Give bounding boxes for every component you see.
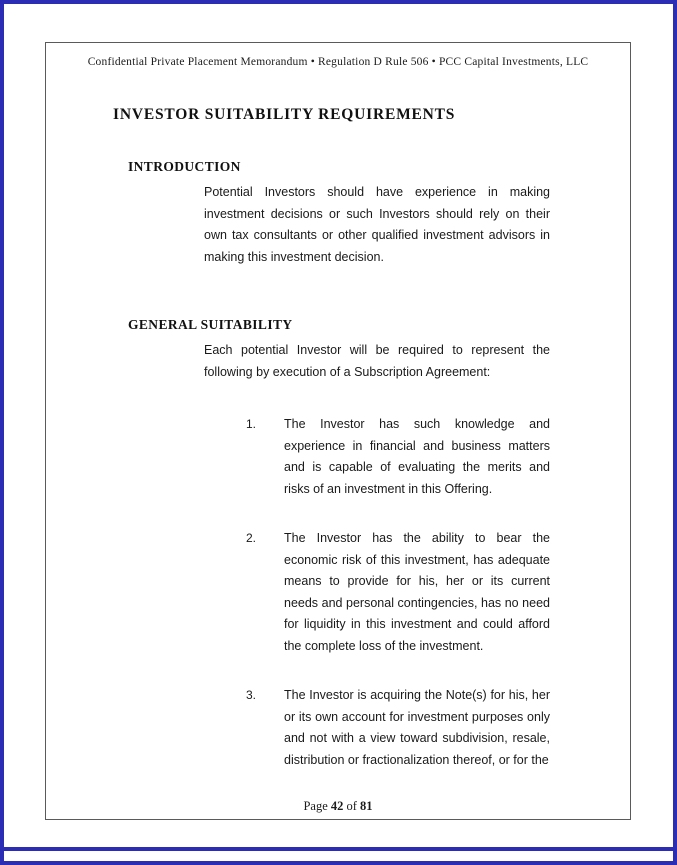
document-header: Confidential Private Placement Memorandum • Regulation D Rule 506 • PCC Capital Investments, LLC [87,56,589,68]
list-item-text: The Investor has the ability to bear the economic risk of this investment, has adequate means to provide for his, her or its current needs and personal contingencies, has no need for liquidity in this investment and could afford the complete loss of the investment. [284,531,550,653]
of-label: of [346,799,357,813]
list-item-text: The Investor is acquiring the Note(s) for his, her or its own account for investment purposes only and not with a view toward subdivision, resale, distribution or fractionalization thereof, or for the [284,688,550,767]
list-item [46,528,630,657]
total-pages: 81 [360,799,373,813]
document-page [45,42,631,820]
page-number: 42 [330,799,344,813]
list-item-number: 2. [246,531,257,545]
section-heading-introduction: INTRODUCTION [128,159,241,174]
section-body-introduction: Potential Investors should have experience in making investment decisions or such Investors should rely on their own tax consultants or other qualified investment advisors in making this investment decision. [204,185,550,264]
list-item [46,685,630,771]
page-title: INVESTOR SUITABILITY REQUIREMENTS [113,106,456,123]
numbered-list [46,414,630,771]
page-footer [46,799,630,814]
scan-frame-bottom-rule [0,847,677,851]
section-body-general-suitability: Each potential Investor will be required to represent the following by execution of a Subscription Agreement: [204,343,550,379]
page-label: Page [303,799,328,813]
list-item-number: 1. [246,417,257,431]
list-item [46,414,630,500]
list-item-text: The Investor has such knowledge and experience in financial and business matters and is capable of evaluating the merits and risks of an investment in this Offering. [284,417,550,496]
list-item-number: 3. [246,688,257,702]
section-heading-general-suitability: GENERAL SUITABILITY [128,317,293,332]
